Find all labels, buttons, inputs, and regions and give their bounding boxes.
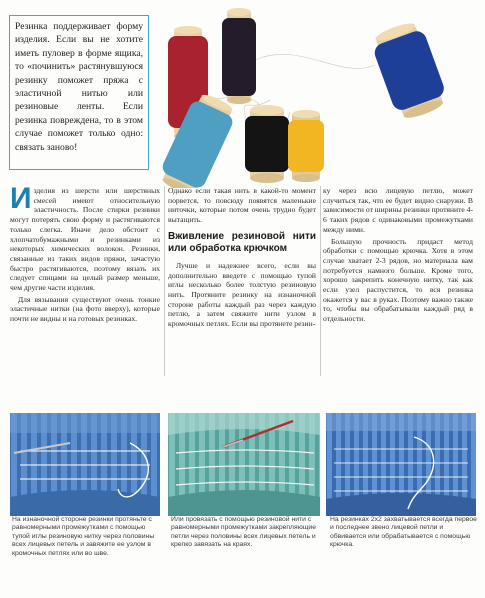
intro-box [9,15,149,170]
text-column-2 [168,186,316,418]
knitting-photo-3 [326,413,476,516]
black-spool [222,8,256,104]
photo-caption-2: Или провязать с помощью резиновой нити с равномерными промежутками закрепляющие петли через половины всех лицевых петель и крепко завязать на краях. [171,516,316,549]
drop-cap: И [10,182,32,215]
column2-paragraph1: Однако если такая нить в какой-то момент порвется, то повсюду появятся маленькие ниточки, которые потом очень трудно будет вытащить. [168,186,316,225]
section-heading: Вживление резиновой нити или обработка крючком [168,230,316,254]
text-column-3 [323,186,473,418]
yellow-spool [288,110,324,182]
dark-spool [245,105,289,183]
knitting-photo-2 [168,413,320,516]
column1-paragraph2: Для вязывания существуют очень тонкие эластичные нитки (на фото вверху), которые почти не видны и на готовых резинках. [10,294,160,324]
column-divider [164,186,165,376]
column3-paragraph1: ку через всю лицевую петлю, может случиться так, что ее будет видно снаружи. В зависимости от ширины резинки протяните 4-6 таких рядов с одинаковыми промежутками между ними. [323,186,473,234]
column3-paragraph2: Большую прочность придаст метод обработки с помощью крючка. Хотя в этом случае хватает 2-3 рядов, но материала вам потребуется намного больше. Кроме того, хорошо закрепить конечную нитку, так как если узел распустится, то вся резинка окажется у вас в руках. Поэтому важно также то, чтобы вы обрабатывали каждый ряд в отдельности. [323,236,473,324]
intro-text: Резинка поддерживает форму изделия. Если вы не хотите иметь пуловер в форме ящика, то «починить» растянувшуюся резинку поможет пряжа с эластичной нитью или резиновые ленты. Если резинка повреждена, то в этом случае поможет только одно: связать заново! [15,21,143,153]
photo-caption-3: На резинках 2х2 захватывается всегда первое и последнее звено лицевой петли и обвивается или обрабатывается с помощью крючка. [330,516,477,549]
column-divider [320,186,321,376]
column2-paragraph2: Лучше и надежнее всего, если вы дополнительно введете с помощью тупой иглы несколько более толстую резиновую нить. Протяните резинку на изнаночной стороне работы каждый раз через каждую петлю, а затем свяжите нити узлом в кромочных петлях. Если вы протянете резин- [168,260,316,329]
text-column-1 [10,182,160,418]
photo-caption-1: На изнаночной стороне резинки протяньте с равномерными промежутками с помощью тупой иглы резиновую нитку через половины всех лицевых петель и завяжите ее узлом в кромочных петлях или во шве. [12,516,155,557]
thread-spools-image [150,0,485,188]
knitting-photo-1 [10,413,160,516]
blue-spool [368,18,450,123]
column1-paragraph1: Изделия из шерсти или шерстяных смесей имеют относительную эластичность. После стирки резинки могут потерять свою форму и растягиваются только слегка. Иначе дело обстоит с хлопчатобумажными и резинками из некоторых химических волокон. Резинки, связанные из таких видов пряжи, зачастую быстро растягиваются, поэтому вязать их следует спицами на целый размер меньше, чем другие части изделия. [10,182,160,293]
